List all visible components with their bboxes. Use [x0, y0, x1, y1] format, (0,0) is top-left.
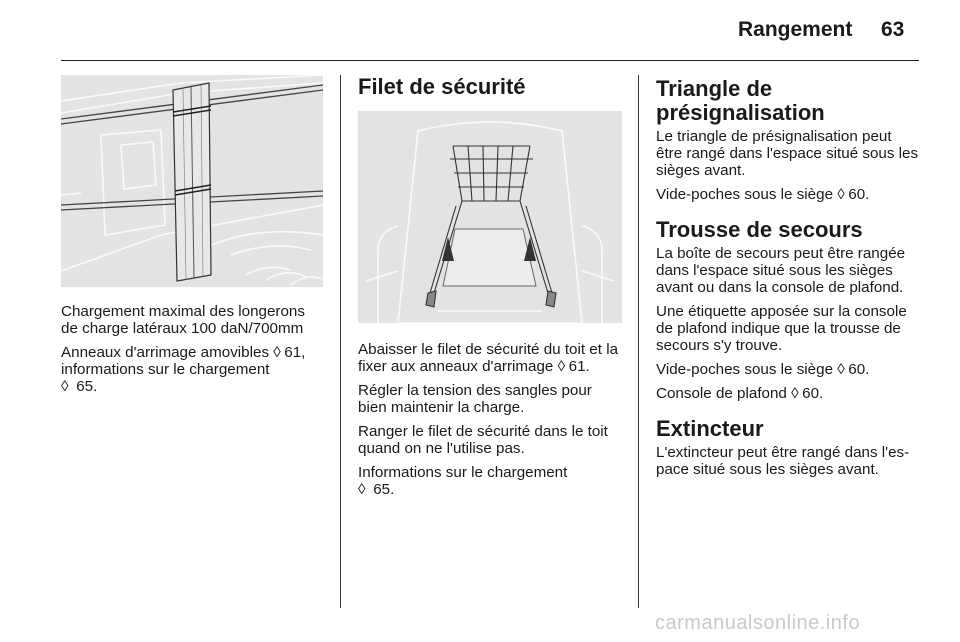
page-reference-icon: ◊: [61, 378, 69, 395]
text: Régler la tension des sangles pour bien maintenir la charge.: [358, 382, 592, 416]
page-reference-icon: ◊: [837, 361, 845, 378]
section-heading: Triangle de présignalisation: [656, 76, 825, 125]
paragraph: [656, 245, 920, 296]
text: La boîte de secours peut être rangée dans l'espace situé sous les sièges avant ou dans la console de plafond.: [656, 245, 906, 296]
header-title: Rangement: [738, 18, 853, 41]
column-divider: [340, 75, 341, 608]
paragraph: [656, 128, 920, 179]
text: L'extincteur peut être rangé dans l'es-pace situé sous les sièges avant.: [656, 444, 910, 478]
cargo-area-figure: [61, 75, 323, 287]
column-2: [358, 75, 622, 505]
text: Chargement maximal des longerons de charge latéraux 100 daN/700mm: [61, 303, 305, 337]
page-reference: 65.: [76, 378, 98, 395]
text: Abaisser le filet de sécurité du toit et la fixer aux anneaux d'arrimage: [358, 341, 619, 375]
text: Une étiquette apposée sur la console de plafond indique que la trousse de secours s'y trouve.: [656, 303, 907, 354]
column-1: [61, 75, 323, 402]
column-divider: [638, 75, 639, 608]
page-reference: 60.: [848, 186, 870, 203]
section-heading: Filet de sécurité: [358, 74, 526, 99]
text: Informations sur le chargement: [358, 464, 568, 481]
paragraph: [358, 423, 622, 457]
column-2-text: [358, 341, 622, 498]
page-reference: 61.: [568, 358, 590, 375]
page-reference: 60.: [848, 361, 870, 378]
paragraph: [61, 344, 323, 395]
column-3: [656, 77, 920, 485]
paragraph: [656, 303, 920, 354]
paragraph: [61, 303, 323, 337]
section-heading: Trousse de secours: [656, 217, 863, 242]
page-reference-icon: ◊: [358, 481, 366, 498]
page-reference: 60.: [802, 385, 824, 402]
cargo-area-tie-rail-illustration: [61, 75, 323, 287]
header-divider: [61, 60, 919, 61]
paragraph: [358, 341, 622, 375]
page-reference: 61,: [284, 344, 306, 361]
safety-net-figure: [358, 111, 622, 323]
text: Vide-poches sous le siège: [656, 186, 834, 203]
column-1-text: [61, 303, 323, 395]
text: informations sur le chargement: [61, 361, 270, 378]
page-reference-icon: ◊: [273, 344, 281, 361]
paragraph: [656, 385, 920, 402]
paragraph: [358, 464, 622, 498]
paragraph: [656, 186, 920, 203]
page-reference-icon: ◊: [837, 186, 845, 203]
text: Le triangle de présignalisation peut être rangé dans l'espace situé sous les sièges avant.: [656, 128, 919, 179]
section-heading: Extincteur: [656, 416, 764, 441]
text: Vide-poches sous le siège: [656, 361, 834, 378]
text: Ranger le filet de sécurité dans le toit quand on ne l'utilise pas.: [358, 423, 608, 457]
page-reference-icon: ◊: [557, 358, 566, 375]
page-reference: 65.: [373, 481, 395, 498]
page-reference-icon: ◊: [791, 385, 799, 402]
paragraph: [358, 382, 622, 416]
watermark: carmanualsonline.info: [655, 612, 861, 634]
text: Anneaux d'arrimage amovibles: [61, 344, 270, 361]
paragraph: [656, 444, 920, 478]
safety-net-illustration: [358, 111, 622, 323]
text: Console de plafond: [656, 385, 787, 402]
paragraph: [656, 361, 920, 378]
page-number: 63: [881, 18, 905, 41]
